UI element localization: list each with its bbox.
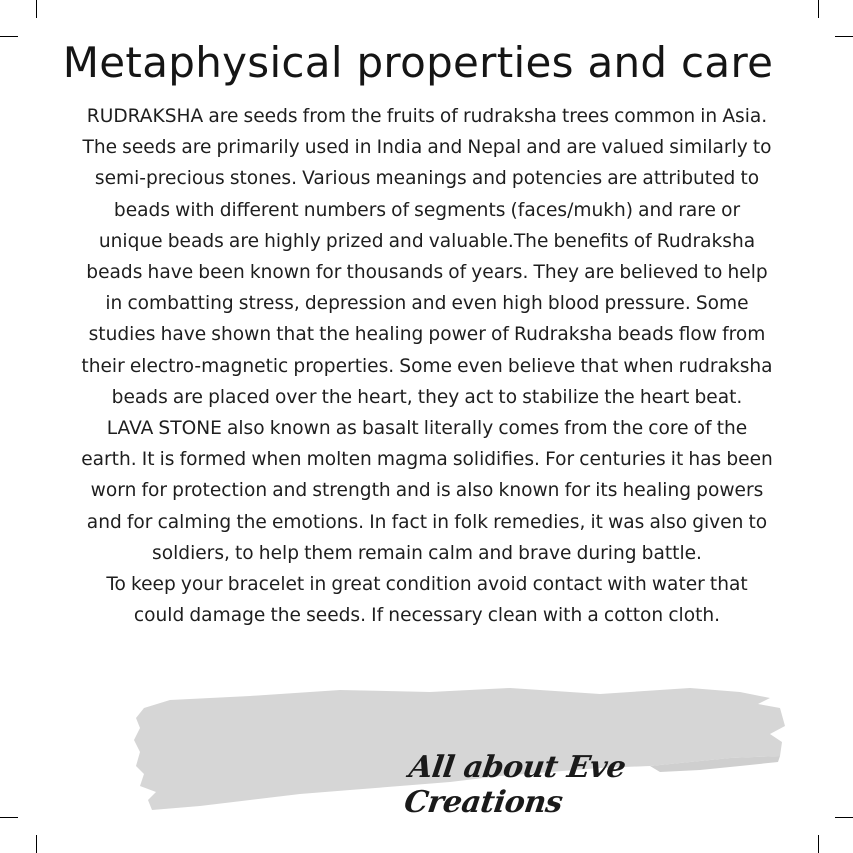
care-paragraph: To keep your bracelet in great condition avoid contact with water that could damage the seeds. If necessary clean with a cotton cloth. [106, 574, 748, 627]
crop-mark-top-right-vertical [818, 0, 819, 18]
page-title: Metaphysical properties and care [62, 38, 774, 87]
crop-mark-bottom-left-horizontal [0, 817, 18, 818]
crop-mark-bottom-right-vertical [818, 835, 819, 853]
crop-mark-top-left-vertical [36, 0, 37, 18]
brand-signature: All about Eve Creations [402, 750, 628, 820]
rudraksha-paragraph: RUDRAKSHA are seeds from the fruits of rudraksha trees common in Asia. The seeds are primarily used in India and Nepal and are valued similarly to semi-precious stones. Various meanings and potencies are attributed to beads with different numbers of segments (faces/mukh) and rare or unique beads are highly prized and valuable.The benefits of Rudraksha beads have been known for thousands of years. They are believed to help in combatting stress, depression and even high blood pressure. Some studies have shown that the healing power of Rudraksha beads flow from their electro-magnetic properties. Some even believe that when rudraksha beads are placed over the heart, they act to stabilize the heart beat. [81, 106, 773, 408]
crop-mark-top-right-horizontal [835, 36, 853, 37]
crop-mark-bottom-right-horizontal [835, 817, 853, 818]
lava-stone-paragraph: LAVA STONE also known as basalt literally comes from the core of the earth. It is formed when molten magma solidifies. For centuries it has been worn for protection and strength and is also known for its healing powers and for calming the emotions. In fact in folk remedies, it was also given to soldiers, to help them remain calm and brave during battle. [81, 418, 773, 564]
body-text [80, 101, 774, 631]
crop-mark-bottom-left-vertical [36, 835, 37, 853]
crop-mark-top-left-horizontal [0, 36, 18, 37]
